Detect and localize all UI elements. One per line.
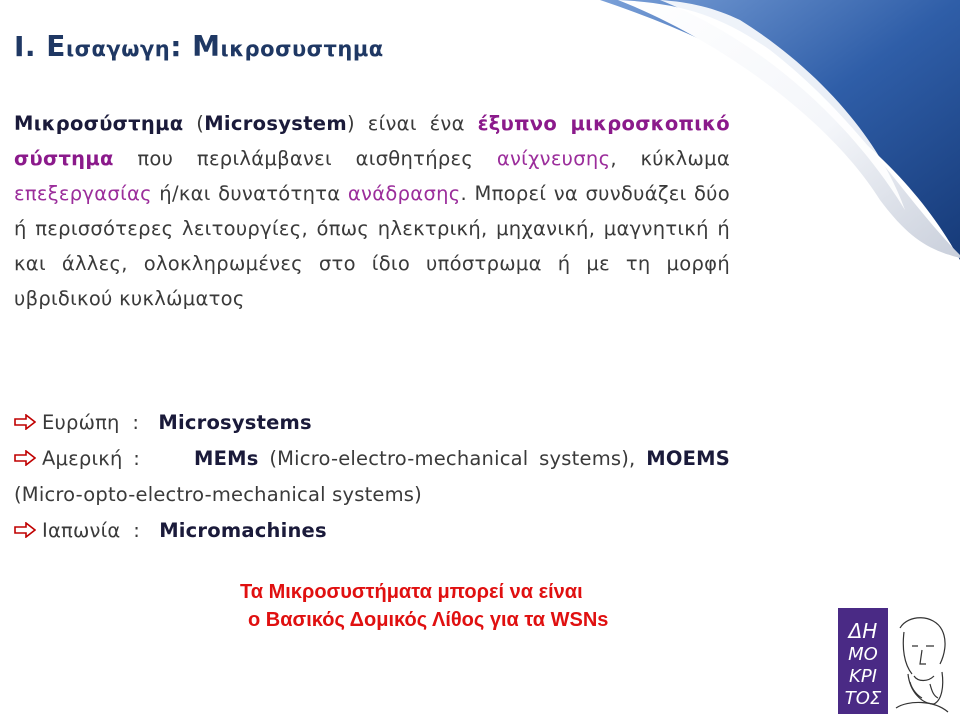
- list-item-europe: [14, 405, 730, 441]
- arrow-right-icon: [14, 414, 36, 430]
- title-part: ισαγωγη: [65, 37, 171, 61]
- title-part: Μ: [192, 30, 221, 63]
- text-fragment: , κύκλωμα: [610, 147, 730, 170]
- arrow-right-icon: [14, 522, 36, 538]
- text-fragment: (: [183, 112, 205, 135]
- separator: :: [120, 519, 160, 542]
- text-fragment: ): [346, 112, 355, 135]
- region-name: Ιαπωνία: [42, 519, 121, 542]
- region-term: MEMs: [194, 447, 259, 470]
- region-name: Αμερική: [42, 447, 123, 470]
- democritus-logo: [838, 608, 950, 714]
- note-line: Τα Μικροσυστήματα μπορεί να είναι: [240, 581, 583, 603]
- slide-title: [14, 30, 384, 63]
- svg-text:ΤΟΣ: ΤΟΣ: [844, 688, 882, 709]
- svg-text:ΜΟ: ΜΟ: [848, 644, 878, 665]
- list-item-japan: [14, 513, 730, 549]
- region-term: Micromachines: [159, 519, 327, 542]
- highlight-feedback: ανάδρασης: [347, 182, 461, 205]
- region-term: MOEMS: [646, 447, 730, 470]
- highlight-detection: ανίχνευσης: [496, 147, 611, 170]
- svg-text:ΚΡΙ: ΚΡΙ: [849, 666, 877, 687]
- region-name: Ευρώπη: [42, 411, 120, 434]
- separator: :: [119, 411, 159, 434]
- regions-list: [14, 405, 730, 549]
- list-item-america: [14, 441, 730, 513]
- title-part: I. Ε: [14, 30, 66, 63]
- text-fragment: είναι ένα: [354, 112, 478, 135]
- title-part: :: [170, 30, 193, 63]
- term-english: Microsystem: [204, 112, 347, 135]
- text-fragment: . Μπορεί να συνδυάζει δύο ή περισσότερες λειτουργίες, όπως ηλεκτρική, μηχανική, μαγνητική ή και άλλες, ολοκληρωμένες στο ίδιο υπόστρωμα ή με τη μορφή υβριδικού κυκλώματος: [14, 182, 730, 310]
- highlight-processing: επεξεργασίας: [14, 182, 152, 205]
- definition-paragraph: [14, 106, 730, 316]
- region-description: (Micro-electro-mechanical systems),: [258, 447, 647, 470]
- title-part: ικροσυστημα: [220, 37, 384, 61]
- text-fragment: που περιλάμβανει αισθητήρες: [113, 147, 497, 170]
- text-fragment: ή/και δυνατότητα: [151, 182, 348, 205]
- note-line: ο Βασικός Δομικός Λίθος για τα WSNs: [248, 609, 609, 631]
- highlight-note: [240, 578, 720, 634]
- region-description: (Micro-opto-electro-mechanical systems): [14, 483, 422, 506]
- svg-text:ΔΗ: ΔΗ: [848, 619, 878, 643]
- arrow-right-icon: [14, 450, 36, 466]
- separator: :: [122, 447, 194, 470]
- highlight-smart-system: έξυπνο μικροσκοπικό σύστημα: [14, 112, 730, 170]
- term-greek: Μικροσύστημα: [14, 112, 184, 135]
- region-term: Microsystems: [158, 411, 312, 434]
